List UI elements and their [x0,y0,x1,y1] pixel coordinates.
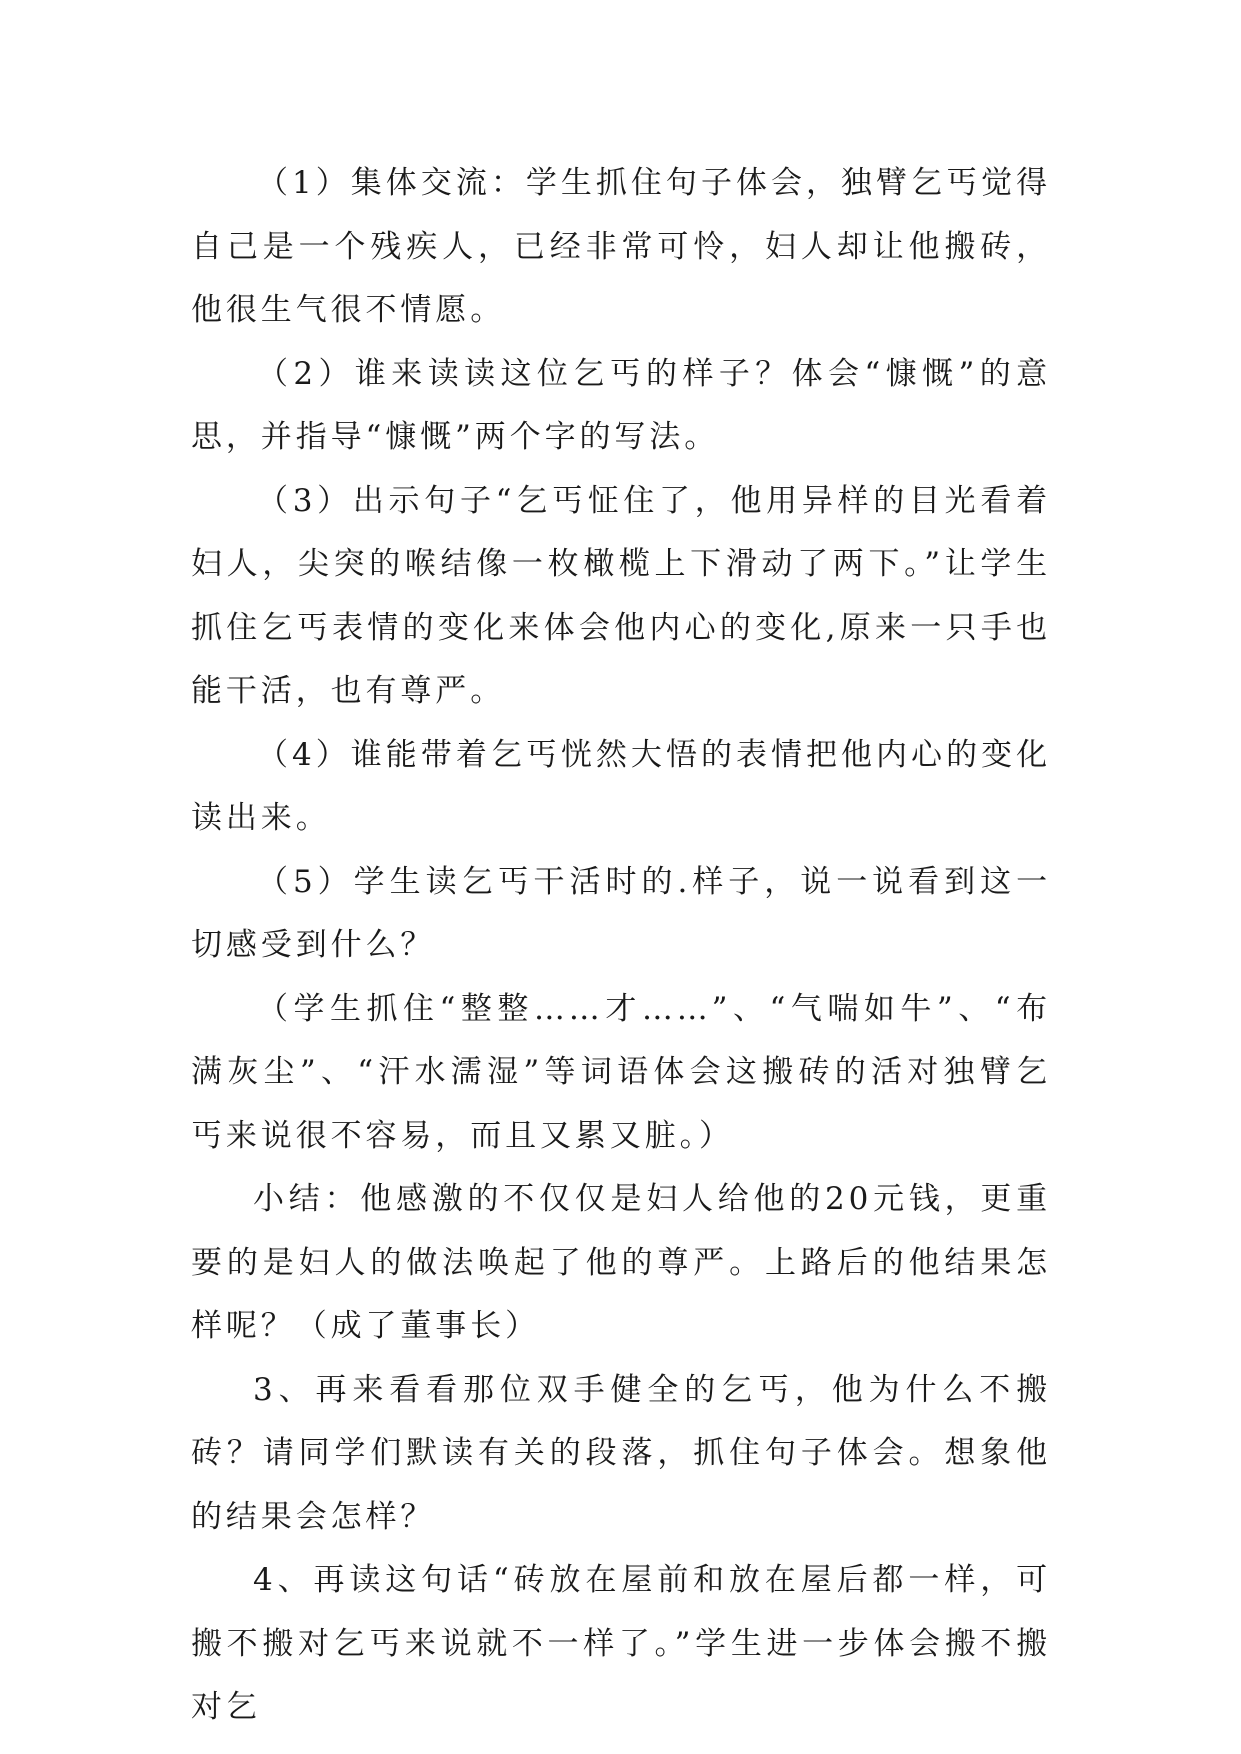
paragraph-summary: 小结：他感激的不仅仅是妇人给他的20元钱，更重要的是妇人的做法唤起了他的尊严。上路后的他结果怎样呢？（成了董事长） [191,1181,1051,1344]
paragraph-step-4: 4、再读这句话“砖放在屋前和放在屋后都一样，可搬不搬对乞丐来说就不一样了。”学生进一步体会搬不搬对乞 [191,1562,1051,1725]
paragraph-student-note: （学生抓住“整整……才……”、“气喘如牛”、“布满灰尘”、“汗水濡湿”等词语体会这搬砖的活对独臂乞丐来说很不容易，而且又累又脏。） [191,990,1051,1154]
paragraph-discussion-2: （2）谁来读读这位乞丐的样子？体会“慷慨”的意思，并指导“慷慨”两个字的写法。 [191,355,1051,455]
paragraph-discussion-4: （4）谁能带着乞丐恍然大悟的表情把他内心的变化读出来。 [191,736,1051,836]
document-body [191,152,1051,1740]
paragraph-step-3: 3、再来看看那位双手健全的乞丐，他为什么不搬砖？请同学们默读有关的段落，抓住句子体会。想象他的结果会怎样？ [191,1371,1051,1535]
paragraph-discussion-5: （5）学生读乞丐干活时的.样子，说一说看到这一切感受到什么？ [191,863,1051,963]
paragraph-discussion-3: （3）出示句子“乞丐怔住了，他用异样的目光看着妇人，尖突的喉结像一枚橄榄上下滑动了两下。”让学生抓住乞丐表情的变化来体会他内心的变化,原来一只手也能干活，也有尊严。 [191,482,1051,709]
paragraph-discussion-1: （1）集体交流：学生抓住句子体会，独臂乞丐觉得自己是一个残疾人，已经非常可怜，妇人却让他搬砖，他很生气很不情愿。 [191,165,1051,328]
